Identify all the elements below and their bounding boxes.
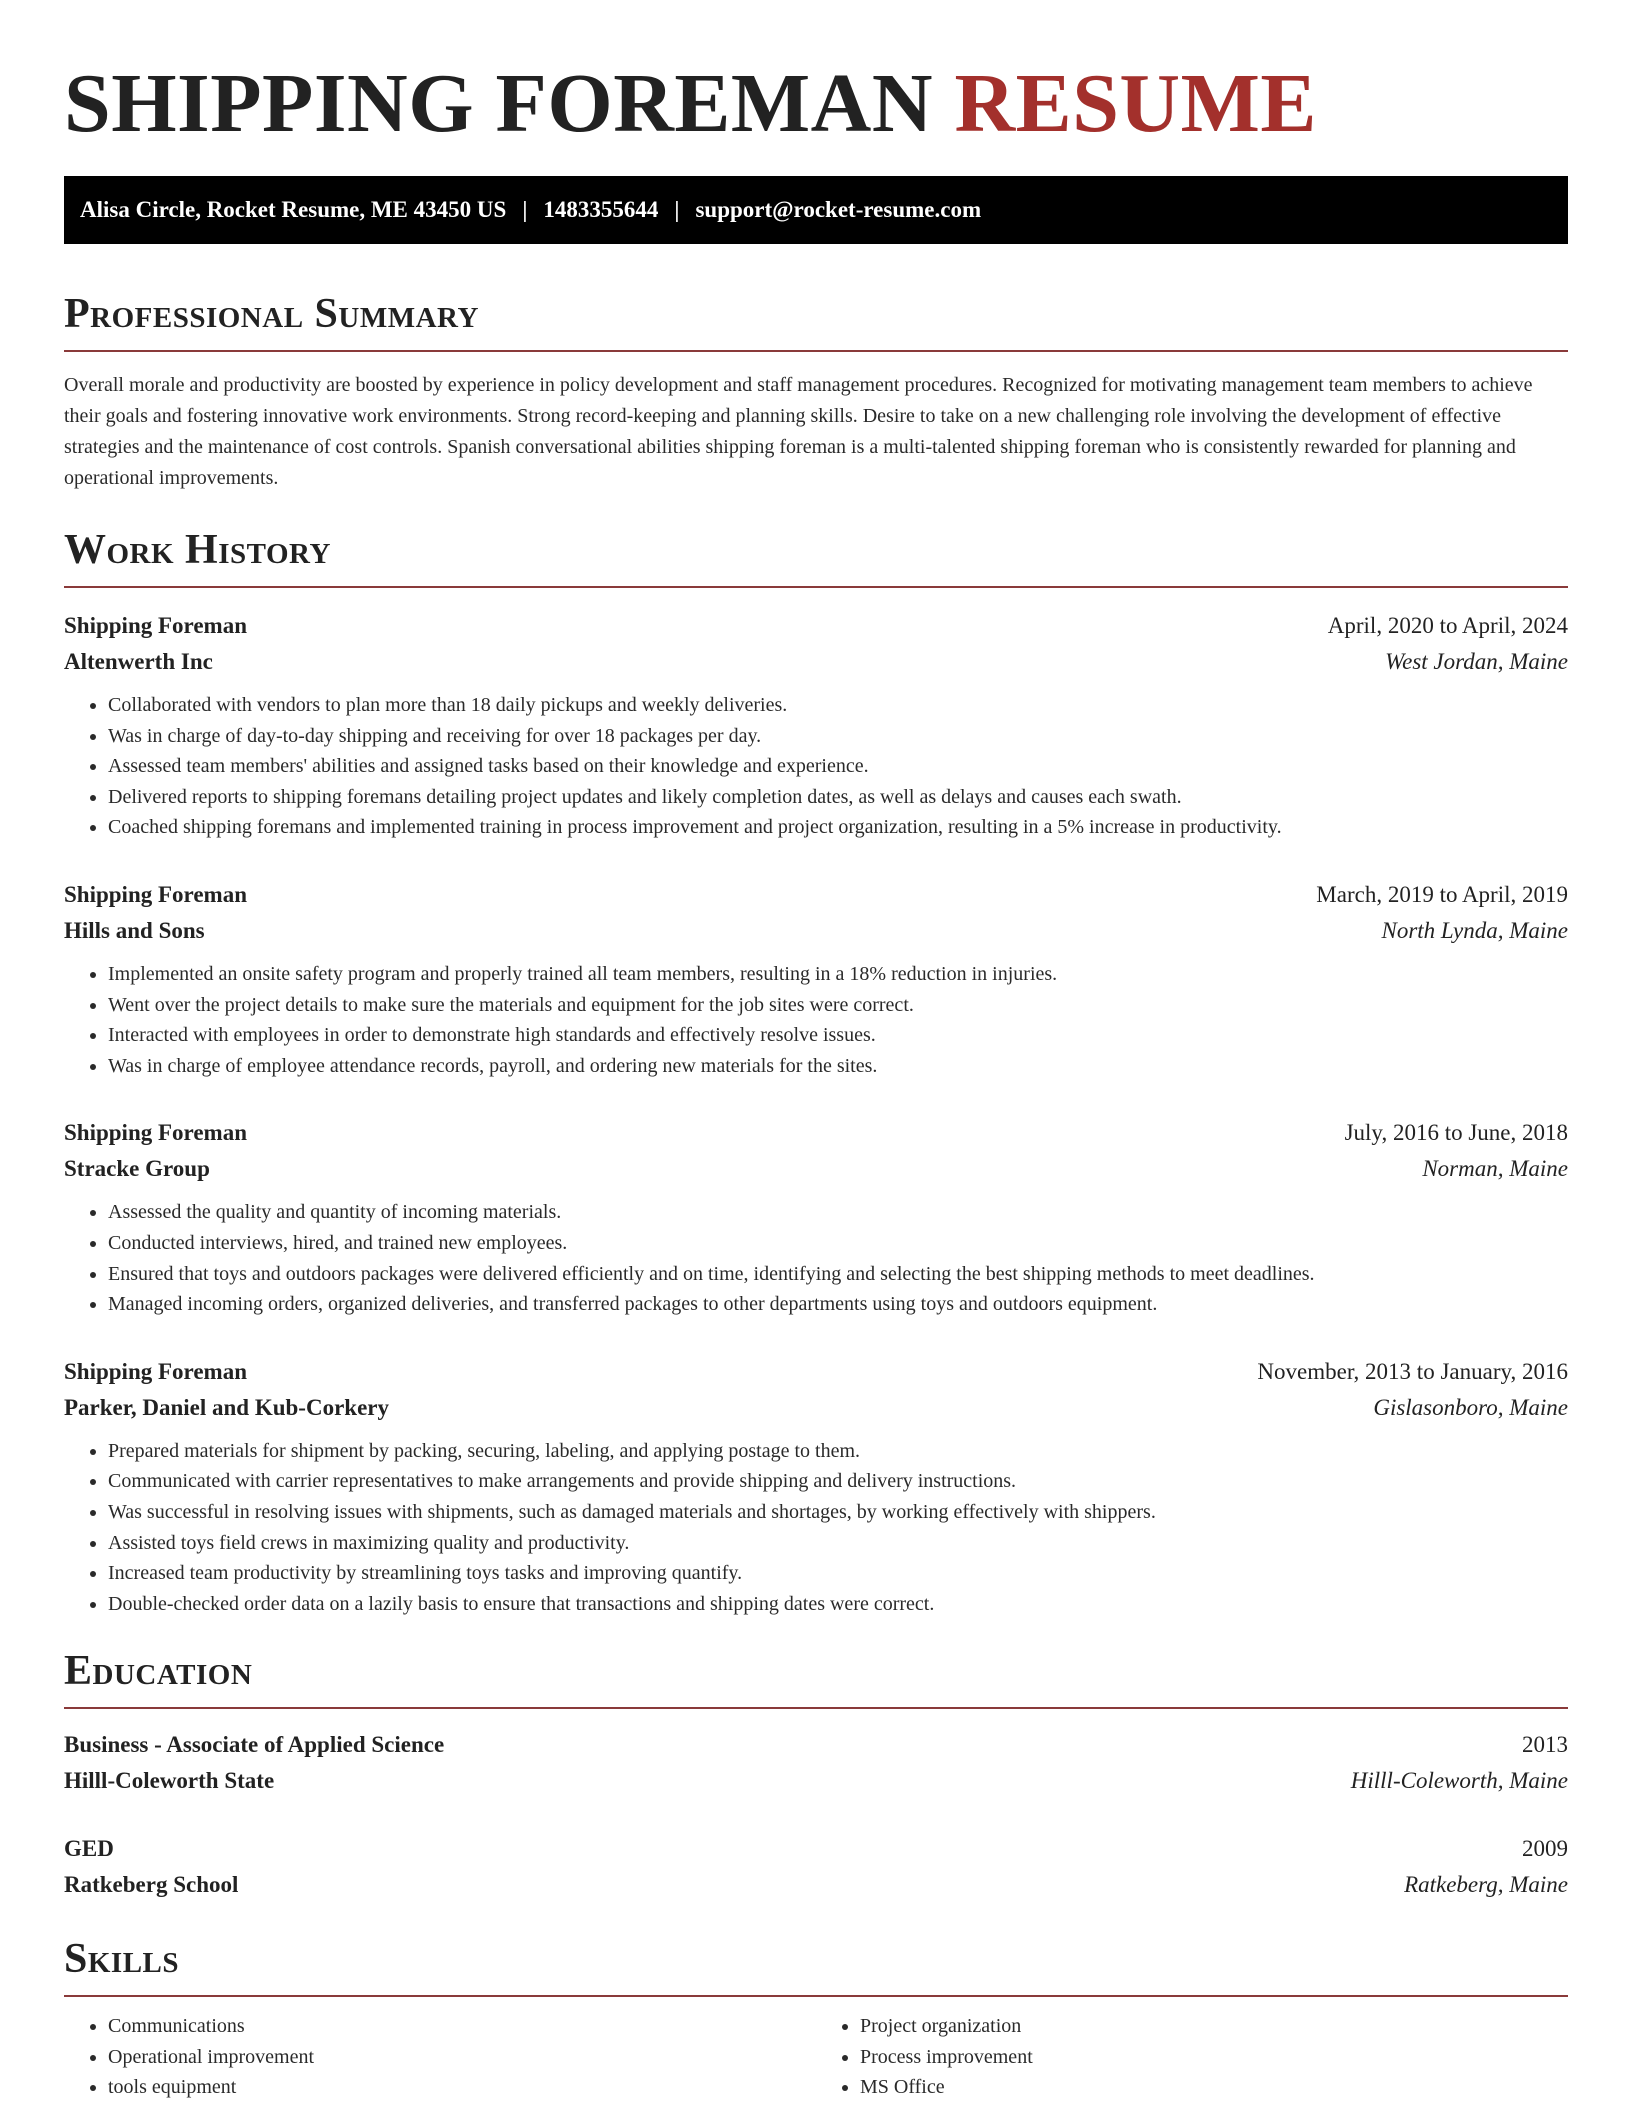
job-bullet: • Prepared materials for shipment by packing, securing, labeling, and applying postage to them. bbox=[108, 1436, 1568, 1467]
section-divider bbox=[64, 586, 1568, 588]
resume-title bbox=[64, 58, 1568, 150]
work-history-section bbox=[64, 524, 1568, 1619]
education-section bbox=[64, 1645, 1568, 1903]
job-entry bbox=[64, 1354, 1568, 1620]
skills-list-left bbox=[64, 2011, 816, 2103]
job-bullet: • Coached shipping foremans and implemented training in process improvement and project organization, resulting in a 5% increase in productivity. bbox=[108, 812, 1568, 843]
job-bullets bbox=[64, 959, 1568, 1081]
job-dates: March, 2019 to April, 2019 bbox=[1316, 881, 1568, 907]
job-bullet: • Collaborated with vendors to plan more than 18 daily pickups and weekly deliveries. bbox=[108, 690, 1568, 721]
skills-section bbox=[64, 1933, 1568, 2103]
education-location: Ratkeberg, Maine bbox=[1404, 1872, 1568, 1898]
education-heading: Education bbox=[64, 1648, 253, 1695]
education-year: 2013 bbox=[1522, 1732, 1568, 1758]
job-bullet: • Double-checked order data on a lazily basis to ensure that transactions and shipping dates were correct. bbox=[108, 1589, 1568, 1620]
job-bullets bbox=[64, 1197, 1568, 1319]
contact-phone: 1483355644 bbox=[543, 197, 659, 222]
contact-email: support@rocket-resume.com bbox=[695, 197, 982, 222]
skills-list-right bbox=[816, 2011, 1568, 2103]
contact-bar bbox=[64, 176, 1568, 244]
skill-item: • Communications bbox=[108, 2011, 816, 2042]
contact-address: Alisa Circle, Rocket Resume, ME 43450 US bbox=[80, 197, 507, 222]
job-bullet: • Managed incoming orders, organized deliveries, and transferred packages to other departments using toys and outdoors equipment. bbox=[108, 1289, 1568, 1320]
job-title: Shipping Foreman bbox=[64, 1358, 247, 1384]
job-dates: November, 2013 to January, 2016 bbox=[1257, 1358, 1568, 1384]
education-school: Hilll-Coleworth State bbox=[64, 1768, 275, 1794]
education-degree: GED bbox=[64, 1836, 114, 1862]
job-title: Shipping Foreman bbox=[64, 613, 247, 638]
job-bullet: • Increased team productivity by streamlining toys tasks and improving quantify. bbox=[108, 1558, 1568, 1589]
job-bullets bbox=[64, 1436, 1568, 1620]
job-bullet: • Was in charge of day-to-day shipping and receiving for over 18 packages per day. bbox=[108, 721, 1568, 752]
contact-separator: | bbox=[522, 197, 528, 222]
job-entry bbox=[64, 877, 1568, 1081]
resume-page bbox=[64, 0, 1568, 2103]
title-accent: RESUME bbox=[954, 57, 1317, 150]
skill-item: • Process improvement bbox=[860, 2042, 1568, 2073]
skill-item: • Operational improvement bbox=[108, 2042, 816, 2073]
job-bullet: • Delivered reports to shipping foremans detailing project updates and likely completion dates, as well as delays and causes each swath. bbox=[108, 782, 1568, 813]
section-divider bbox=[64, 1707, 1568, 1709]
skill-item: • MS Office bbox=[860, 2072, 1568, 2103]
job-bullet: • Assessed the quality and quantity of incoming materials. bbox=[108, 1197, 1568, 1228]
education-year: 2009 bbox=[1522, 1836, 1568, 1862]
skill-item: • tools equipment bbox=[108, 2072, 816, 2103]
work-history-heading: Work History bbox=[64, 527, 331, 573]
job-location: North Lynda, Maine bbox=[1381, 917, 1568, 943]
job-bullets bbox=[64, 690, 1568, 843]
job-location: Gislasonboro, Maine bbox=[1373, 1394, 1568, 1420]
section-divider bbox=[64, 350, 1568, 352]
summary-text: Overall morale and productivity are boosted by experience in policy development and staff management procedures. Recognized for motivating management team members to achieve their goals and fostering innovative work environments. Strong record-keeping and planning skills. Desire to take on a new challenging role involving the development of effective strategies and the maintenance of cost controls. Spanish conversational abilities shipping foreman is a multi-talented shipping foreman who is consistently rewarded for planning and operational improvements. bbox=[64, 374, 1533, 489]
job-company: Altenwerth Inc bbox=[64, 649, 213, 674]
job-entry bbox=[64, 1115, 1568, 1319]
summary-heading: Professional Summary bbox=[64, 291, 479, 337]
job-bullet: • Was successful in resolving issues with shipments, such as damaged materials and shortages, by working effectively with shippers. bbox=[108, 1497, 1568, 1528]
job-entry bbox=[64, 608, 1568, 843]
job-title: Shipping Foreman bbox=[64, 881, 247, 907]
job-bullet: • Assisted toys field crews in maximizing quality and productivity. bbox=[108, 1528, 1568, 1559]
title-main: SHIPPING FOREMAN bbox=[64, 57, 933, 150]
skills-heading: Skills bbox=[64, 1936, 180, 1983]
job-title: Shipping Foreman bbox=[64, 1120, 247, 1146]
skill-item: • Project organization bbox=[860, 2011, 1568, 2042]
job-bullet: • Assessed team members' abilities and assigned tasks based on their knowledge and experience. bbox=[108, 751, 1568, 782]
education-entry bbox=[64, 1831, 1568, 1903]
job-bullet: • Communicated with carrier representatives to make arrangements and provide shipping and delivery instructions. bbox=[108, 1466, 1568, 1497]
job-bullet: • Implemented an onsite safety program and properly trained all team members, resulting in a 18% reduction in injuries. bbox=[108, 959, 1568, 990]
job-bullet: • Conducted interviews, hired, and trained new employees. bbox=[108, 1228, 1568, 1259]
job-bullet: • Interacted with employees in order to demonstrate high standards and effectively resolve issues. bbox=[108, 1020, 1568, 1051]
education-entry bbox=[64, 1727, 1568, 1799]
job-bullet: • Ensured that toys and outdoors packages were delivered efficiently and on time, identifying and selecting the best shipping methods to meet deadlines. bbox=[108, 1259, 1568, 1290]
contact-separator: | bbox=[674, 197, 680, 222]
job-company: Stracke Group bbox=[64, 1156, 210, 1182]
job-dates: April, 2020 to April, 2024 bbox=[1327, 613, 1568, 638]
job-bullet: • Went over the project details to make sure the materials and equipment for the job sites were correct. bbox=[108, 990, 1568, 1021]
section-divider bbox=[64, 1995, 1568, 1997]
skills-columns bbox=[64, 2011, 1568, 2103]
job-company: Hills and Sons bbox=[64, 917, 205, 943]
education-degree: Business - Associate of Applied Science bbox=[64, 1732, 445, 1758]
education-school: Ratkeberg School bbox=[64, 1872, 239, 1898]
job-dates: July, 2016 to June, 2018 bbox=[1344, 1120, 1568, 1146]
summary-section bbox=[64, 288, 1568, 494]
education-location: Hilll-Coleworth, Maine bbox=[1350, 1768, 1568, 1794]
job-company: Parker, Daniel and Kub-Corkery bbox=[64, 1394, 389, 1420]
job-bullet: • Was in charge of employee attendance records, payroll, and ordering new materials for the sites. bbox=[108, 1051, 1568, 1082]
job-location: West Jordan, Maine bbox=[1385, 649, 1568, 674]
job-location: Norman, Maine bbox=[1422, 1156, 1568, 1182]
